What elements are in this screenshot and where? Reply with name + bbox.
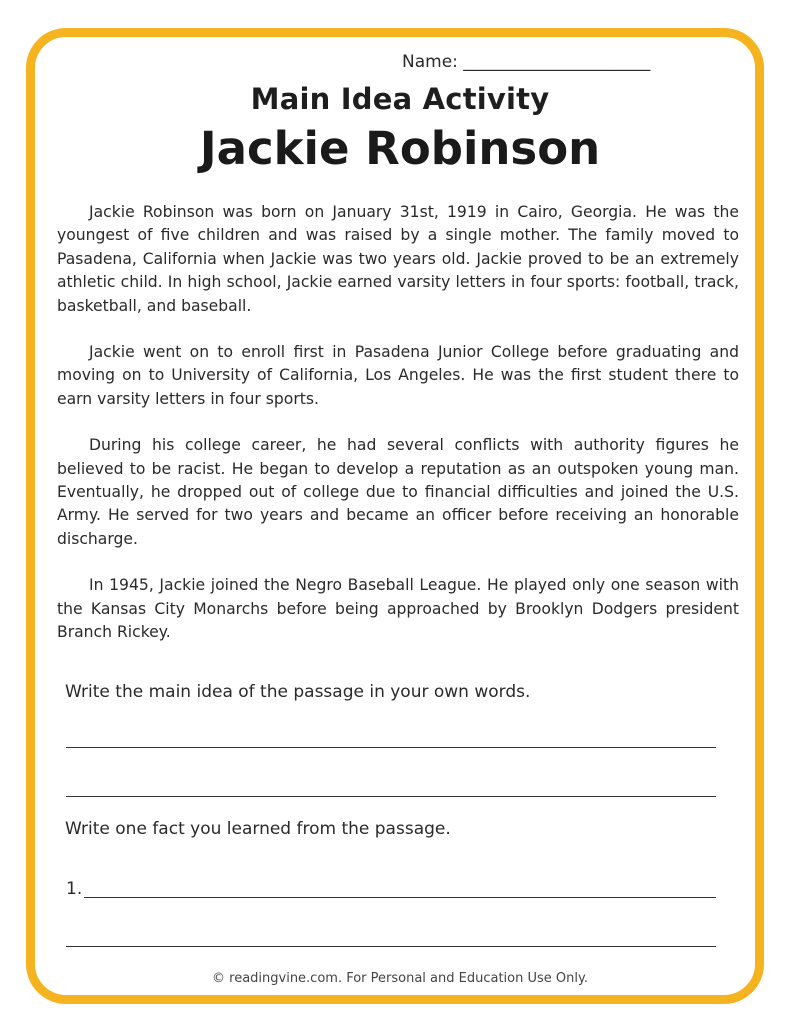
fact-answer-line-2[interactable] — [66, 946, 716, 947]
fact-number: 1. — [66, 879, 83, 899]
main-idea-question: Write the main idea of the passage in your own words. — [65, 682, 531, 702]
main-idea-answer-line-2[interactable] — [66, 796, 716, 797]
passage-paragraph: Jackie Robinson was born on January 31st, 1919 in Cairo, Georgia. He was the youngest of five children and was raised by a single mother. The family moved to Pasadena, California when Jackie was two years old. Jackie proved to be an extremely athletic child. In high school, Jackie earned varsity letters in four sports: football, track, basketball, and baseball. — [57, 203, 739, 315]
activity-subtitle: Main Idea Activity — [250, 82, 550, 116]
reading-passage — [57, 201, 739, 668]
fact-answer-row — [66, 879, 716, 899]
fact-answer-line-1[interactable] — [84, 897, 716, 898]
main-idea-answer-line-1[interactable] — [66, 747, 716, 748]
page-title: Jackie Robinson — [199, 122, 601, 175]
name-field[interactable]: Name: ______________________ — [402, 52, 651, 72]
copyright-footer: © readingvine.com. For Personal and Education Use Only. — [212, 971, 588, 986]
passage-paragraph: During his college career, he had several conflicts with authority figures he believed to be racist. He began to develop a reputation as an outspoken young man. Eventually, he dropped out of college due to financial difficulties and joined the U.S. Army. He served for two years and became an officer before receiving an honorable discharge. — [57, 436, 739, 548]
passage-paragraph: Jackie went on to enroll first in Pasadena Junior College before graduating and moving on to University of California, Los Angeles. He was the first student there to earn varsity letters in four sports. — [57, 343, 739, 408]
fact-question: Write one fact you learned from the passage. — [65, 819, 451, 839]
passage-paragraph: In 1945, Jackie joined the Negro Baseball League. He played only one season with the Kansas City Monarchs before being approached by Brooklyn Dodgers president Branch Rickey. — [57, 576, 739, 642]
